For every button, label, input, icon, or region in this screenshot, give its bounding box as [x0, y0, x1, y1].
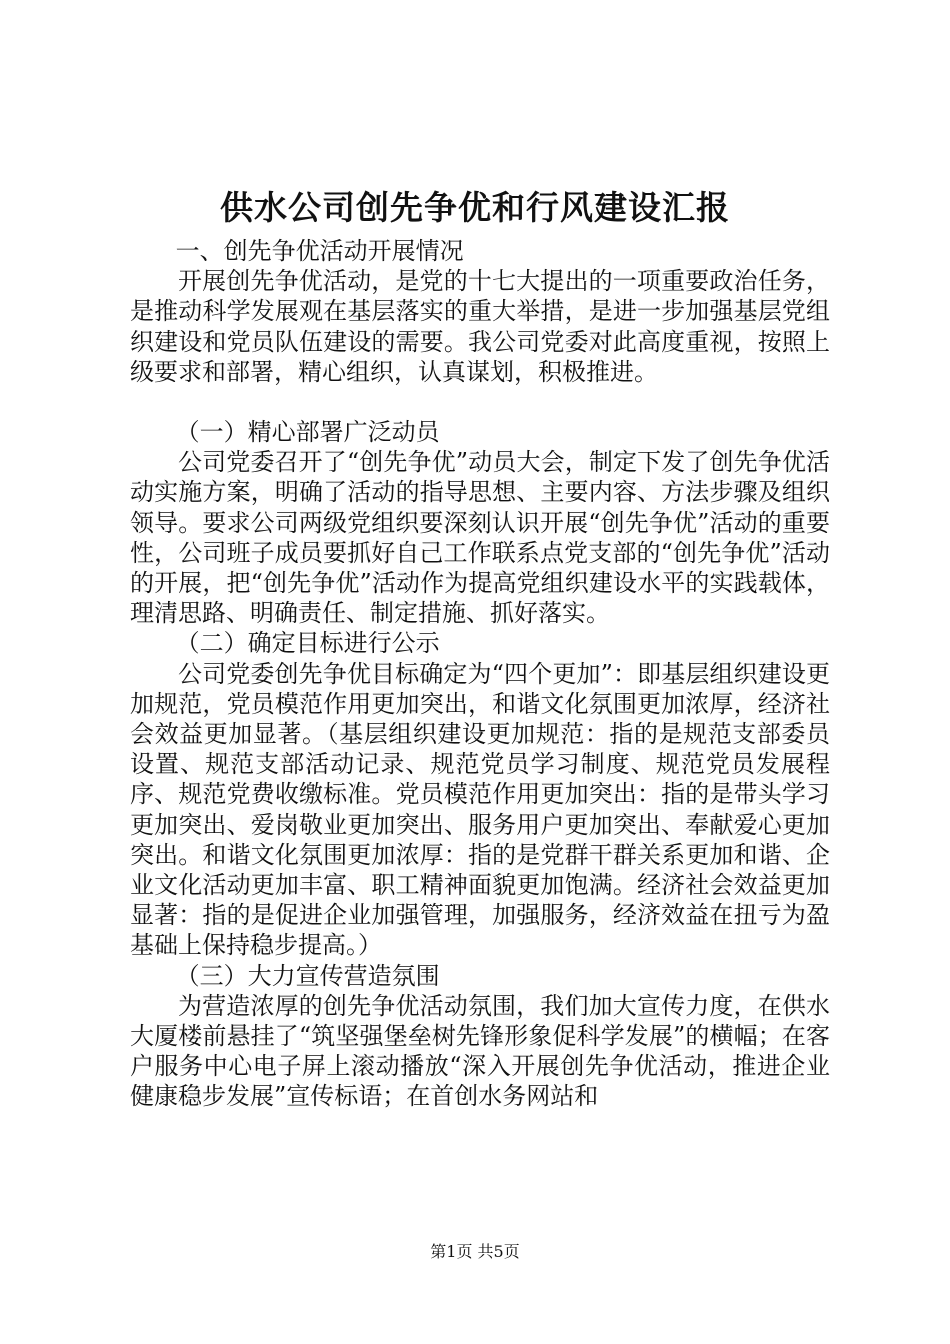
- paragraph: 公司党委召开了“创先争优”动员大会，制定下发了创先争优活动实施方案，明确了活动的指导思想、主要内容、方法步骤及组织领导。要求公司两级党组织要深刻认识开展“创先争优”活动的重要性，公司班子成员要抓好自己工作联系点党支部的“创先争优”活动的开展，把“创先争优”活动作为提高党组织建设水平的实践载体，理清思路、明确责任、制定措施、抓好落实。: [130, 448, 830, 628]
- subsection-heading: （一）精心部署广泛动员: [175, 418, 440, 447]
- paragraph: 为营造浓厚的创先争优活动氛围，我们加大宣传力度，在供水大厦楼前悬挂了“筑坚强堡垒树先锋形象促科学发展”的横幅；在客户服务中心电子屏上滚动播放“深入开展创先争优活动，推进企业健康稳步发展”宣传标语；在首创水务网站和: [130, 991, 830, 1111]
- paragraph: 公司党委创先争优目标确定为“四个更加”：即基层组织建设更加规范，党员模范作用更加突出，和谐文化氛围更加浓厚，经济社会效益更加显著。（基层组织建设更加规范：指的是规范支部委员设置、规范支部活动记录、规范党员学习制度、规范党员发展程序、规范党费收缴标准。党员模范作用更加突出：指的是带头学习更加突出、爱岗敬业更加突出、服务用户更加突出、奉献爱心更加突出。和谐文化氛围更加浓厚：指的是党群干群关系更加和谐、企业文化活动更加丰富、职工精神面貌更加饱满。经济社会效益更加显著：指的是促进企业加强管理，加强服务，经济效益在扭亏为盈基础上保持稳步提高。）: [130, 659, 830, 960]
- document-title: 供水公司创先争优和行风建设汇报: [220, 188, 730, 227]
- document-body: [130, 236, 830, 1112]
- subsection-heading: （三）大力宣传营造氛围: [175, 961, 440, 990]
- paragraph: 开展创先争优活动，是党的十七大提出的一项重要政治任务，是推动科学发展观在基层落实的重大举措，是进一步加强基层党组织建设和党员队伍建设的需要。我公司党委对此高度重视，按照上级要求和部署，精心组织，认真谋划，积极推进。: [130, 267, 830, 386]
- paragraph-spacer: [130, 387, 830, 417]
- section-heading: 一、创先争优活动开展情况: [175, 237, 464, 265]
- subsection-heading: （二）确定目标进行公示: [175, 629, 440, 658]
- page-number-footer: 第1页 共5页: [430, 1242, 520, 1261]
